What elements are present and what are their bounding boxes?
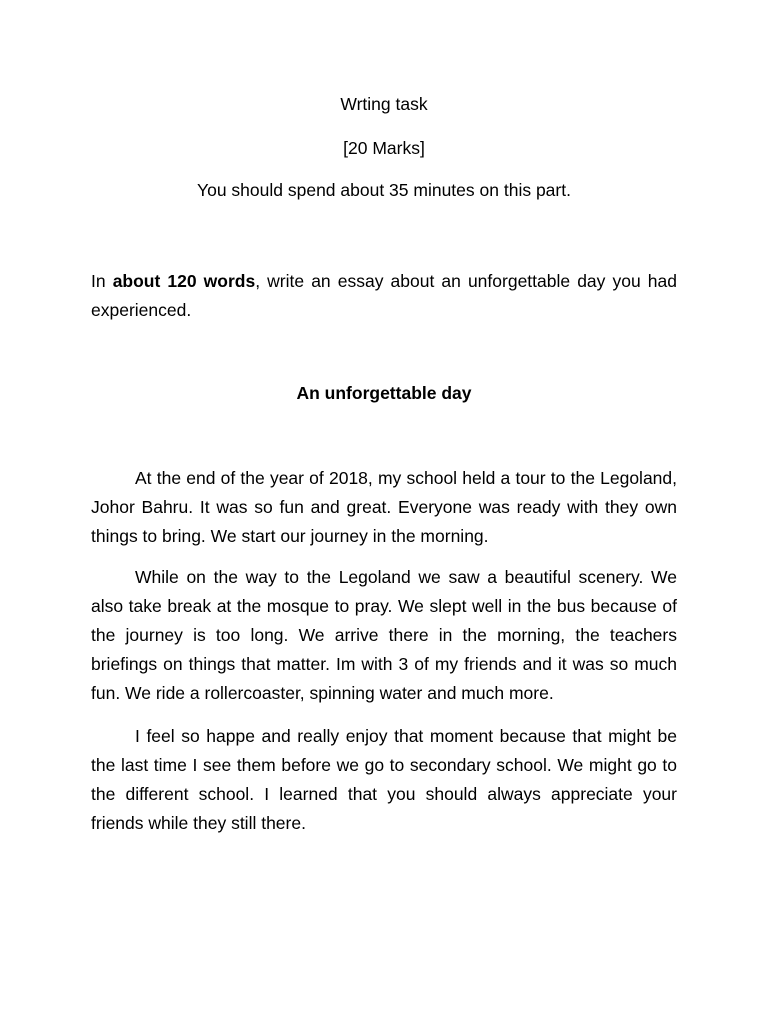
essay-paragraph-2: While on the way to the Legoland we saw a beautiful scenery. We also take break at the mosque to pray. We slept well in the bus because of the journey is too long. We arrive there in the morning, the teachers briefings on things that matter. Im with 3 of my friends and it was so much fun. We ride a rollercoaster, spinning water and much more.	[91, 567, 677, 703]
essay-paragraph-3: I feel so happe and really enjoy that moment because that might be the last time I see them before we go to secondary school. We might go to the different school. I learned that you should always appreciate your friends while they still there.	[91, 726, 677, 833]
instruction-suffix: , write an essay about an unforgettable day you had experienced.	[91, 271, 677, 320]
instruction-text	[91, 267, 677, 325]
essay-paragraph-1: At the end of the year of 2018, my school held a tour to the Legoland, Johor Bahru. It was so fun and great. Everyone was ready with they own things to bring. We start our journey in the morning.	[91, 468, 677, 546]
essay-title: An unforgettable day	[296, 383, 472, 403]
marks-label: [20 Marks]	[343, 138, 425, 158]
word-count-emphasis: about 120 words	[112, 271, 256, 291]
task-title: Wrting task	[340, 94, 428, 114]
instruction-prefix: In	[91, 271, 113, 291]
time-note: You should spend about 35 minutes on this part.	[197, 180, 571, 200]
